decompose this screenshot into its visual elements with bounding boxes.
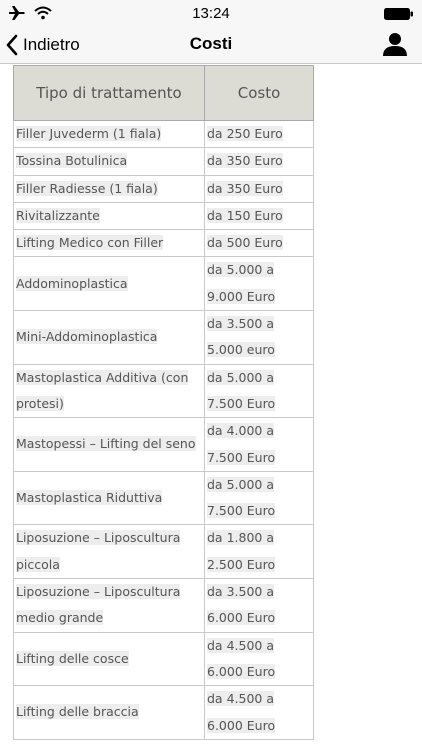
status-time: 13:24 xyxy=(192,5,230,22)
content-area[interactable] xyxy=(0,65,422,750)
table-row xyxy=(14,148,314,175)
treatment-cell-text: protesi) xyxy=(16,395,64,411)
cost-cell xyxy=(205,686,314,740)
treatment-cell-text: Addominoplastica xyxy=(16,275,128,291)
cost-cell-text: da 3.500 a xyxy=(207,316,274,332)
treatment-cell-text: Liposuzione – Liposcultura xyxy=(16,530,181,546)
treatment-cell-text: Filler Radiesse (1 fiala) xyxy=(16,180,158,196)
table-row xyxy=(14,311,314,365)
cost-cell xyxy=(205,632,314,686)
table-row xyxy=(14,257,314,311)
header-cost: Costo xyxy=(205,66,314,121)
treatment-cell-text: Rivitalizzante xyxy=(16,207,100,223)
treatment-cell xyxy=(14,364,205,418)
cost-cell-text: da 4.500 a xyxy=(207,637,274,653)
table-row xyxy=(14,686,314,740)
cost-cell xyxy=(205,202,314,229)
treatment-cell-text: Tossina Botulinica xyxy=(16,153,128,169)
navigation-bar xyxy=(0,26,422,64)
table-row xyxy=(14,418,314,472)
cost-cell-text: da 250 Euro xyxy=(207,126,283,141)
header-type: Tipo di trattamento xyxy=(14,66,205,121)
table-row xyxy=(14,579,314,633)
table-row xyxy=(14,364,314,418)
cost-cell xyxy=(205,257,314,311)
table-header-row xyxy=(14,66,314,121)
treatment-cell xyxy=(14,311,205,365)
cost-cell-text: da 4.000 a xyxy=(207,423,274,439)
price-table xyxy=(13,65,314,740)
cost-cell-text: 7.500 Euro xyxy=(207,503,276,519)
treatment-cell-text: Filler Juvederm (1 fiala) xyxy=(16,126,162,141)
treatment-cell-text: Liposuzione – Liposcultura xyxy=(16,584,181,600)
treatment-cell xyxy=(14,148,205,175)
cost-cell-text: da 500 Euro xyxy=(207,235,283,251)
cost-cell-text: da 350 Euro xyxy=(207,153,283,169)
cost-cell-text: da 350 Euro xyxy=(207,180,283,196)
table-row xyxy=(14,230,314,257)
treatment-cell-text: piccola xyxy=(16,556,60,572)
cost-cell-text: 9.000 Euro xyxy=(207,288,276,304)
treatment-cell-text: Lifting delle cosce xyxy=(16,650,129,666)
back-label: Indietro xyxy=(23,35,80,54)
treatment-cell-text: Mastoplastica Riduttiva xyxy=(16,490,163,505)
cost-cell-text: 7.500 Euro xyxy=(207,395,276,411)
treatment-cell xyxy=(14,525,205,579)
cost-cell xyxy=(205,230,314,257)
table-row xyxy=(14,202,314,229)
cost-cell xyxy=(205,175,314,202)
treatment-cell-text: Mini-Addominoplastica xyxy=(16,329,158,345)
treatment-cell xyxy=(14,121,205,148)
treatment-cell xyxy=(14,418,205,472)
treatment-cell xyxy=(14,202,205,229)
table-row xyxy=(14,525,314,579)
cost-cell-text: da 5.000 a xyxy=(207,262,274,278)
cost-cell-text: da 3.500 a xyxy=(207,584,274,600)
cost-cell-text: 6.000 Euro xyxy=(207,717,276,733)
cost-cell-text: da 5.000 a xyxy=(207,476,274,492)
cost-cell-text: 6.000 Euro xyxy=(207,610,276,626)
page-title: Costi xyxy=(189,34,233,53)
cost-cell-text: 6.000 Euro xyxy=(207,663,276,679)
treatment-cell-text: Mastoplastica Additiva (con xyxy=(16,369,189,385)
table-row xyxy=(14,121,314,148)
treatment-cell xyxy=(14,686,205,740)
cost-cell-text: 7.500 Euro xyxy=(207,449,276,465)
table-row xyxy=(14,175,314,202)
cost-cell-text: da 150 Euro xyxy=(207,207,283,223)
treatment-cell xyxy=(14,471,205,525)
treatment-cell xyxy=(14,175,205,202)
treatment-cell-text: Lifting delle braccia xyxy=(16,704,139,720)
cost-cell xyxy=(205,148,314,175)
price-rows xyxy=(14,121,314,740)
treatment-cell xyxy=(14,257,205,311)
user-icon[interactable] xyxy=(382,31,408,57)
cost-cell xyxy=(205,121,314,148)
treatment-cell-text: medio grande xyxy=(16,610,104,626)
treatment-cell-text: Lifting Medico con Filler xyxy=(16,235,164,251)
treatment-cell-text: Mastopessi – Lifting del seno xyxy=(16,436,196,452)
cost-cell xyxy=(205,525,314,579)
cost-cell xyxy=(205,311,314,365)
treatment-cell xyxy=(14,632,205,686)
cost-cell-text: 5.000 euro xyxy=(207,342,275,358)
table-row xyxy=(14,471,314,525)
cost-cell-text: da 1.800 a xyxy=(207,530,274,546)
cost-cell-text: da 5.000 a xyxy=(207,369,274,385)
table-row xyxy=(14,632,314,686)
treatment-cell xyxy=(14,579,205,633)
cost-cell-text: 2.500 Euro xyxy=(207,556,276,572)
cost-cell xyxy=(205,579,314,633)
cost-cell xyxy=(205,471,314,525)
status-bar xyxy=(0,0,422,26)
treatment-cell xyxy=(14,230,205,257)
battery-icon xyxy=(384,8,414,20)
cost-cell-text: da 4.500 a xyxy=(207,691,274,707)
cost-cell xyxy=(205,364,314,418)
cost-cell xyxy=(205,418,314,472)
